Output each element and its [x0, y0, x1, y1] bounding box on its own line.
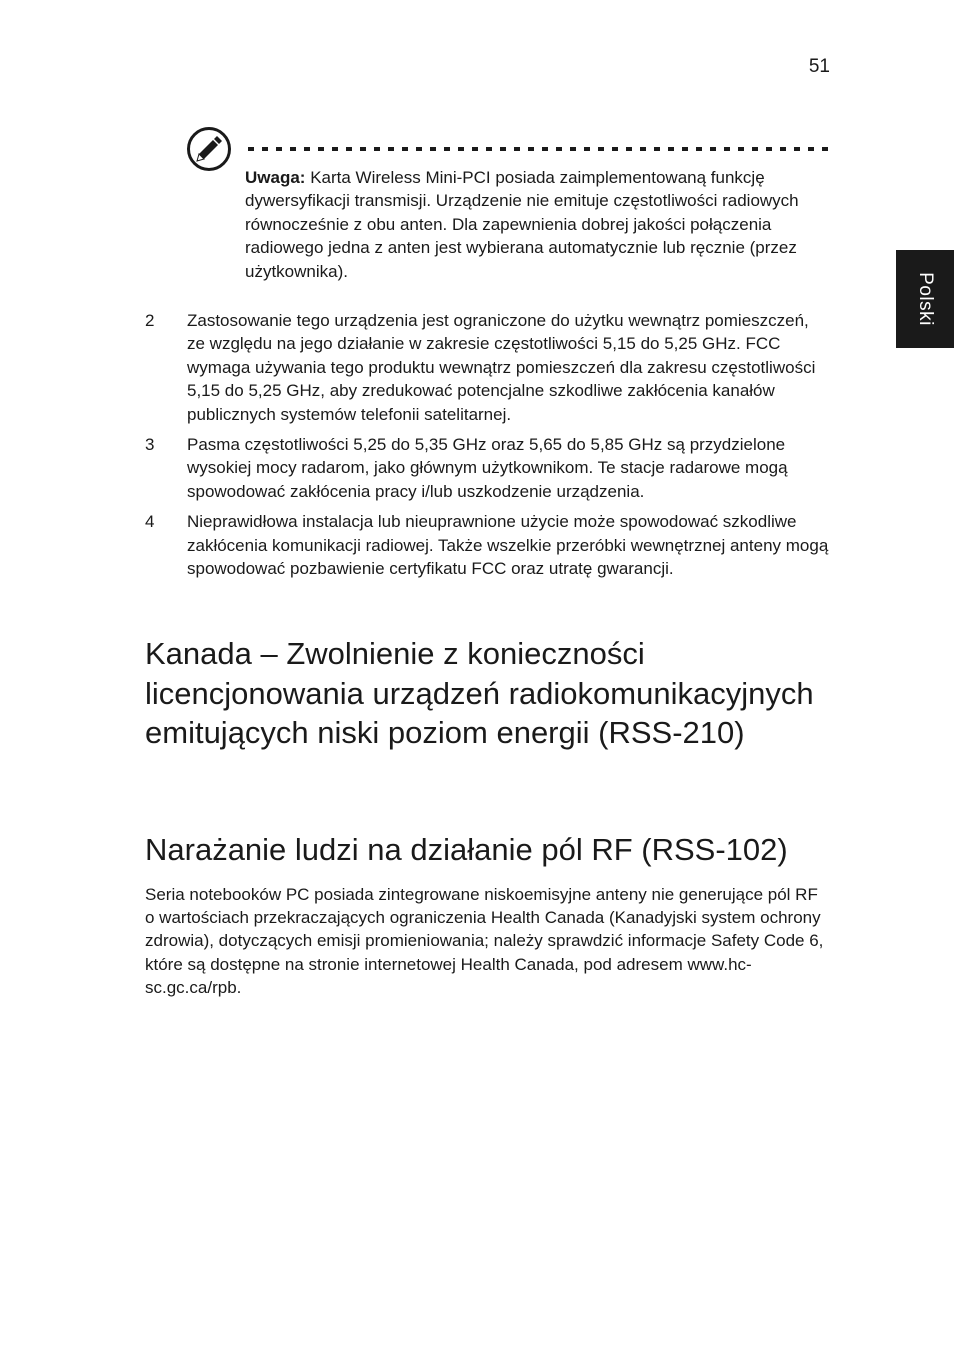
list-item — [145, 433, 830, 503]
note-pen-icon — [186, 126, 232, 172]
section-heading-canada: Kanada – Zwolnienie z konieczności licencjonowania urządzeń radiokomunikacyjnych emitujących niski poziom energii (RSS-210) — [145, 636, 814, 750]
list-item-number: 2 — [145, 311, 155, 330]
note-body: Karta Wireless Mini-PCI posiada zaimplementowaną funkcję dywersyfikacji transmisji. Urządzenie nie emituje częstotliwości radiowych równocześnie z obu anten. Dla zapewnienia dobrej jakości połączenia radiowego jedna z anten jest wybierana automatycznie lub ręcznie (przez użytkownika). — [245, 168, 799, 281]
list-item — [145, 309, 830, 426]
note-text — [245, 166, 825, 283]
page-number: 51 — [808, 56, 830, 77]
list-item — [145, 510, 830, 580]
list-item-number: 3 — [145, 435, 155, 455]
note-dotted-rule — [246, 140, 831, 148]
note-label: Uwaga: — [245, 168, 306, 187]
list-item-text: Zastosowanie tego urządzenia jest ograniczone do użytku wewnątrz pomieszczeń, ze względu na jego działanie w zakresie częstotliwości 5,15 do 5,25 GHz. FCC wymaga używania tego produktu wewnątrz pomieszczeń dla zakresu częstotliwości 5,15 do 5,25 GHz, aby zredukować potencjalne szkodliwe zakłócenia kanałów publicznych systemów telefonii satelitarnej. — [187, 311, 816, 424]
section-body-rf-exposure: Seria notebooków PC posiada zintegrowane niskoemisyjne anteny nie generujące pól RF o wartościach przekraczających ograniczenia Health Canada (Kanadyjski system ochrony zdrowia), dotyczących emisji promieniowania; należy sprawdzić informacje Safety Code 6, które są dostępne na stronie internetowej Health Canada, pod adresem www.hc-sc.gc.ca/rpb. — [145, 885, 824, 997]
language-tab-label: Polski — [915, 272, 936, 326]
section-heading-rf-exposure: Narażanie ludzi na działanie pól RF (RSS-102) — [145, 832, 788, 867]
list-item-text: Nieprawidłowa instalacja lub nieuprawnione użycie może spowodować szkodliwe zakłócenia komunikacji radiowej. Także wszelkie przeróbki wewnętrznej anteny mogą spowodować pozbawienie certyfikatu FCC oraz utratę gwarancji. — [187, 512, 829, 579]
numbered-list — [145, 309, 830, 587]
list-item-text: Pasma częstotliwości 5,25 do 5,35 GHz oraz 5,65 do 5,85 GHz są przydzielone wysokiej mocy radarom, jako głównym użytkownikom. Te stacje radarowe mogą spowodować zakłócenia pracy i/lub uszkodzenie urządzenia. — [187, 435, 788, 501]
list-item-number: 4 — [145, 512, 155, 532]
language-tab — [896, 250, 954, 348]
